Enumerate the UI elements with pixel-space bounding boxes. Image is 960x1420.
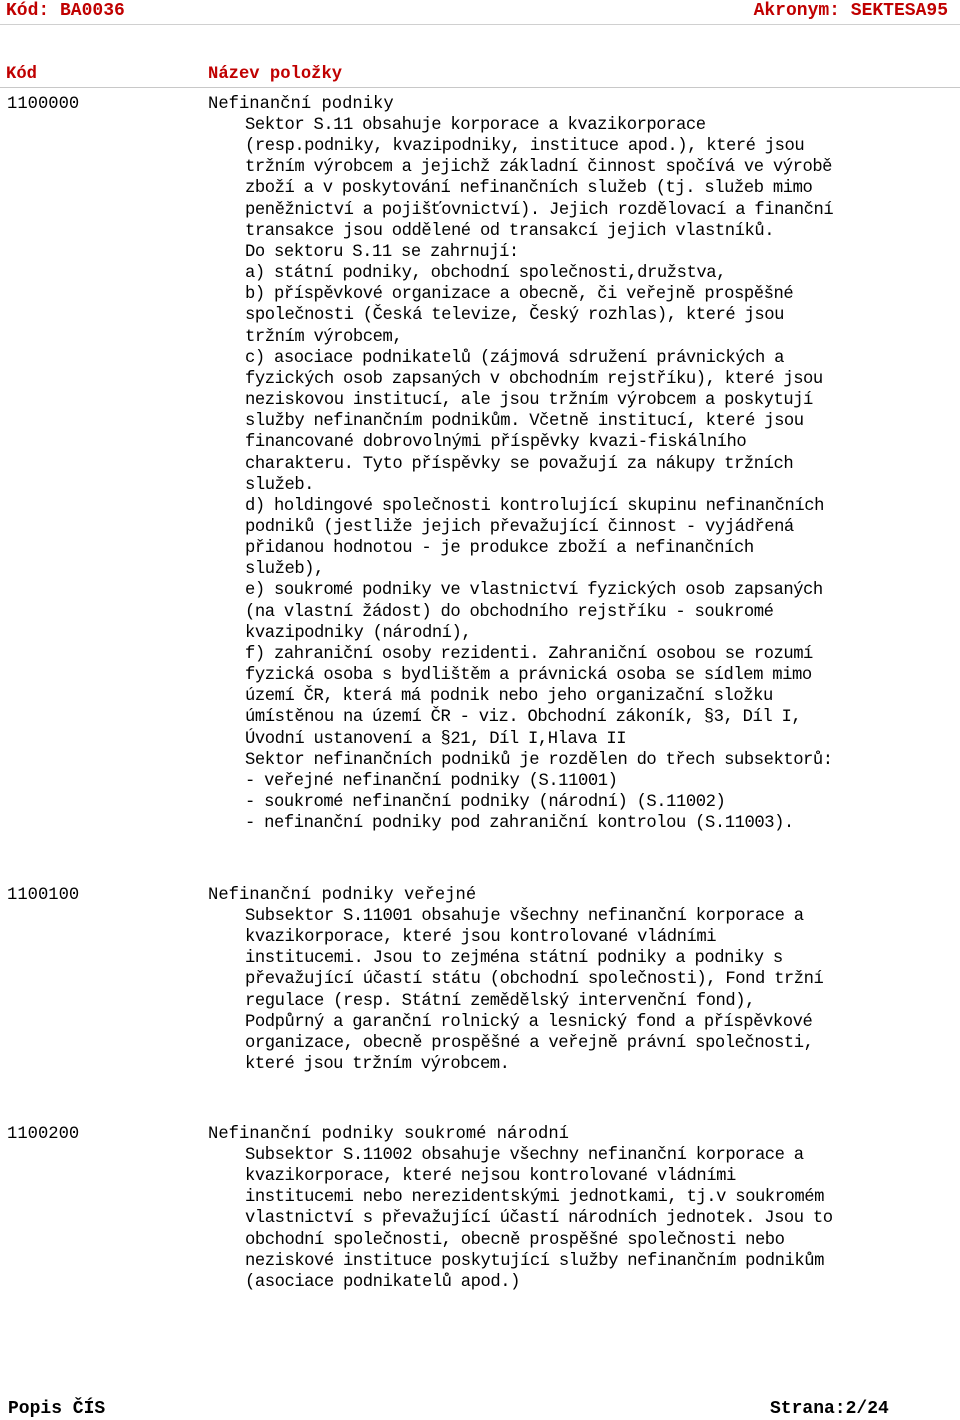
item-description: Subsektor S.11001 obsahuje všechny nefinanční korporace a kvazikorporace, které jsou kontrolované vládními institucemi. Jsou to zejména státní podniky a podniky s převažující účastí státu (obchodní společnosti), Fond tržní regulace (resp. Státní zemědělský intervenční fond), Podpůrný a garanční rolnický a lesnický fond a příspěvkové organizace, obecně prospěšné a veřejně právní společnosti, které jsou tržním výrobcem. — [245, 907, 824, 1075]
item-name: Nefinanční podniky — [208, 95, 394, 114]
item-code: 1100100 — [7, 886, 80, 905]
document-code: Kód: BA0036 — [6, 1, 125, 21]
column-header-code: Kód — [6, 65, 37, 84]
item-code: 1100000 — [7, 95, 80, 114]
item-code: 1100200 — [7, 1125, 80, 1144]
footer-document-name: Popis ČÍS — [8, 1399, 106, 1419]
item-description: Sektor S.11 obsahuje korporace a kvazikorporace (resp.podniky, kvazipodniky, instituce apod.), které jsou tržním výrobcem a jejichž základní činnost spočívá ve výrobě zboží a v poskytování nefinančních služeb (tj. služeb mimo peněžnictví a pojišťovnictví). Jejich rozdělovací a finanční transakce jsou oddělené od transakcí jejich vlastníků. Do sektoru S.11 se zahrnují: a) státní podniky, obchodní společnosti,družstva, b) příspěvkové organizace a obecně, či veřejně prospěšné společnosti (Česká televize, Český rozhlas), které jsou tržním výrobcem, c) asociace podnikatelů (zájmová sdružení právnických a fyzických osob zapsaných v obchodním rejstříku), které jsou neziskovou institucí, ale jsou tržním výrobcem a poskytují služby nefinančním podnikům. Včetně institucí, které jsou financované dobrovolnými příspěvky kvazi-fiskálního charakteru. Tyto příspěvky se považují za nákupy tržních služeb. d) holdingové společnosti kontrolující skupinu nefinančních podniků (jestliže jejich převažující činnost - vyjádřená přidanou hodnotou - je produkce zboží a nefinančních služeb), e) soukromé podniky ve vlastnictví fyzických osob zapsaných (na vlastní žádost) do obchodního rejstříku - soukromé kvazipodniky (národní), f) zahraniční osoby rezidenti. Zahraniční osobou se rozumí fyzická osoba s bydlištěm a právnická osoba se sídlem mimo území ČR, která má podnik nebo jeho organizační složku úmístěnou na území ČR - viz. Obchodní zákoník, §3, Díl I, Úvodní ustanovení a §21, Díl I,Hlava II Sektor nefinančních podniků je rozdělen do třech subsektorů: - veřejné nefinanční podniky (S.11001) - soukromé nefinanční podniky (národní) (S.11002) - nefinanční podniky pod zahraniční kontrolou (S.11003). — [245, 116, 834, 834]
column-header-row — [0, 63, 960, 88]
item-name: Nefinanční podniky veřejné — [208, 886, 477, 905]
item-name: Nefinanční podniky soukromé národní — [208, 1125, 569, 1144]
footer-page-number: Strana:2/24 — [770, 1399, 889, 1419]
document-acronym: Akronym: SEKTESA95 — [753, 1, 948, 21]
item-description: Subsektor S.11002 obsahuje všechny nefinanční korporace a kvazikorporace, které nejsou kontrolované vládními institucemi nebo nerezidentskými jednotkami, tj.v soukromém vlastnictví s převažující účastí národních jednotek. Jsou to obchodní společnosti, obecně prospěšné společnosti nebo neziskové instituce poskytující služby nefinančním podnikům (asociace podnikatelů apod.) — [245, 1146, 833, 1292]
column-header-name: Název položky — [208, 65, 343, 84]
page-header — [0, 0, 960, 25]
